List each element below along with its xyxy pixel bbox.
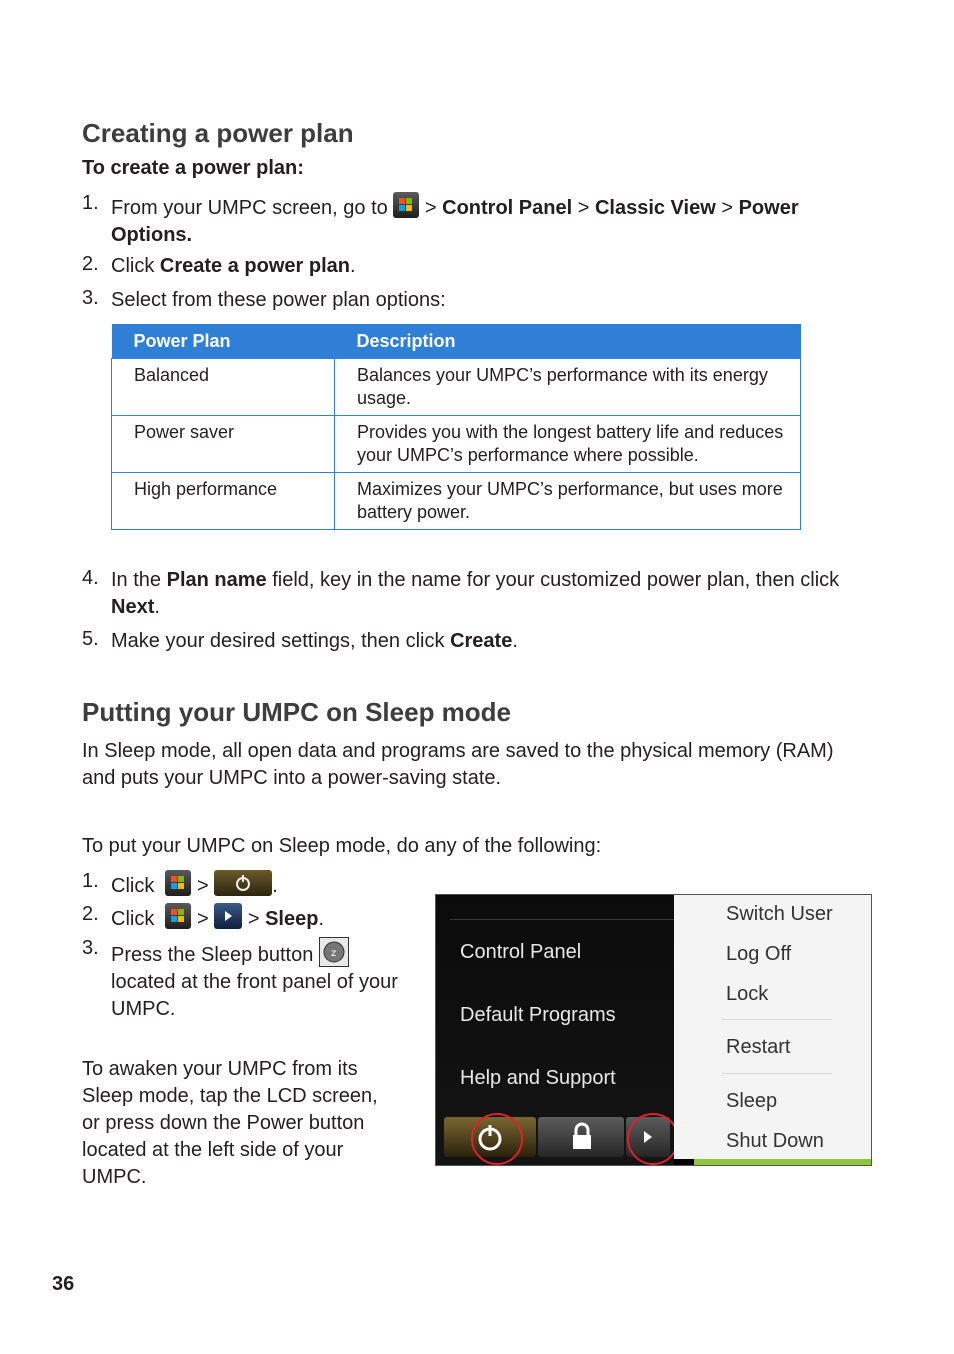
menu-item-shut-down[interactable]: Shut Down	[726, 1130, 824, 1152]
lock-icon	[538, 1117, 624, 1157]
step-3-text: Select from these power plan options:	[111, 289, 446, 311]
table-row	[112, 416, 801, 473]
step-4-text	[111, 567, 871, 621]
table-row	[112, 473, 801, 530]
step-text: From your UMPC screen, go to	[111, 197, 388, 219]
section-title-sleep-mode: Putting your UMPC on Sleep mode	[82, 697, 512, 727]
step-text: Make your desired settings, then click	[111, 630, 445, 652]
step-2-text	[111, 253, 356, 280]
step-text: UMPC.	[111, 998, 176, 1020]
windows-start-icon	[393, 192, 419, 218]
plan-description-cell: Maximizes your UMPC’s performance, but uses more battery power.	[335, 473, 801, 530]
green-accent-bar	[694, 1159, 871, 1165]
step-5-text	[111, 628, 518, 655]
awaken-line: located at the left side of your	[82, 1139, 344, 1161]
separator: >	[577, 197, 590, 219]
step-number: 5.	[82, 628, 99, 650]
subtitle-create-plan: To create a power plan:	[82, 157, 304, 179]
plan-description-cell: Balances your UMPC’s performance with its energy usage.	[335, 359, 801, 416]
step-text: In the	[111, 569, 162, 591]
step-text: Click	[111, 255, 155, 277]
step-text: Click	[111, 875, 155, 897]
sleep-step-2	[111, 903, 324, 933]
sleep-label: Sleep	[265, 908, 319, 930]
menu-item-lock[interactable]: Lock	[726, 983, 769, 1005]
step-number: 2.	[82, 903, 99, 925]
next-label: Next	[111, 596, 155, 618]
step-number: 3.	[82, 937, 99, 959]
power-button-icon	[214, 870, 272, 896]
step-number: 1.	[82, 870, 99, 892]
create-power-plan-label: Create a power plan	[159, 255, 350, 277]
menu-item-switch-user[interactable]: Switch User	[726, 903, 833, 925]
menu-item-log-off[interactable]: Log Off	[726, 943, 792, 965]
section-title-power-plan: Creating a power plan	[82, 118, 354, 148]
separator: >	[424, 197, 437, 219]
step-number: 1.	[82, 192, 99, 214]
start-menu-right-pane	[674, 895, 871, 1159]
awaken-line: or press down the Power button	[82, 1112, 365, 1134]
lock-button[interactable]	[538, 1117, 624, 1157]
step-number: 3.	[82, 287, 99, 309]
sleep-lead: To put your UMPC on Sleep mode, do any of the following:	[82, 835, 602, 857]
start-menu-screenshot	[435, 894, 872, 1166]
page-number: 36	[52, 1273, 75, 1295]
menu-item-help-support[interactable]: Help and Support	[460, 1067, 616, 1089]
awaken-paragraph	[82, 1056, 422, 1191]
column-header-plan: Power Plan	[112, 324, 335, 359]
column-header-description: Description	[335, 324, 801, 359]
sleep-intro: In Sleep mode, all open data and programs are saved to the physical memory (RAM) and puts your UMPC into a power-saving state.	[82, 740, 834, 789]
step-text: Press the Sleep button	[111, 944, 314, 966]
plan-name-cell: High performance	[112, 473, 335, 530]
plan-name-cell: Power saver	[112, 416, 335, 473]
plan-name-cell: Balanced	[112, 359, 335, 416]
plan-description-cell: Provides you with the longest battery life and reduces your UMPC’s performance where possible.	[335, 416, 801, 473]
period: .	[154, 596, 160, 618]
start-menu-left-pane	[436, 895, 674, 1165]
sleep-step-3	[111, 937, 431, 1023]
awaken-line: To awaken your UMPC from its	[82, 1058, 358, 1080]
options-label: Options.	[111, 224, 193, 246]
svg-text:z: z	[330, 948, 337, 959]
menu-item-default-programs[interactable]: Default Programs	[460, 1004, 616, 1026]
table-header-row	[112, 324, 801, 359]
period: .	[318, 908, 325, 930]
step-text: Click	[111, 908, 155, 930]
windows-start-icon	[165, 903, 191, 929]
separator: >	[247, 908, 260, 930]
step-1-text	[111, 192, 851, 249]
step-number: 2.	[82, 253, 99, 275]
highlight-circle	[627, 1113, 679, 1165]
plan-name-label: Plan name	[166, 569, 267, 591]
classic-view-label: Classic View	[594, 197, 716, 219]
control-panel-label: Control Panel	[442, 197, 573, 219]
menu-item-control-panel[interactable]: Control Panel	[460, 941, 582, 963]
step-number: 4.	[82, 567, 99, 589]
step-text: field, key in the name for your customized power plan, then click	[272, 569, 840, 591]
power-plan-table	[111, 324, 801, 530]
power-label: Power	[738, 197, 799, 219]
awaken-line: Sleep mode, tap the LCD screen,	[82, 1085, 378, 1107]
awaken-line: UMPC.	[82, 1166, 147, 1188]
separator: >	[721, 197, 734, 219]
table-row	[112, 359, 801, 416]
menu-item-sleep[interactable]: Sleep	[726, 1090, 778, 1112]
arrow-button-icon	[214, 903, 242, 929]
period: .	[349, 255, 356, 277]
windows-start-icon	[165, 870, 191, 896]
sleep-button-icon	[319, 937, 349, 967]
menu-item-restart[interactable]: Restart	[726, 1036, 791, 1058]
separator: >	[197, 875, 209, 897]
sleep-step-1	[111, 870, 278, 900]
highlight-circle	[471, 1113, 523, 1165]
period: .	[272, 875, 278, 897]
period: .	[512, 630, 518, 652]
separator: >	[197, 908, 209, 930]
step-text: located at the front panel of your	[111, 971, 398, 993]
create-label: Create	[450, 630, 513, 652]
